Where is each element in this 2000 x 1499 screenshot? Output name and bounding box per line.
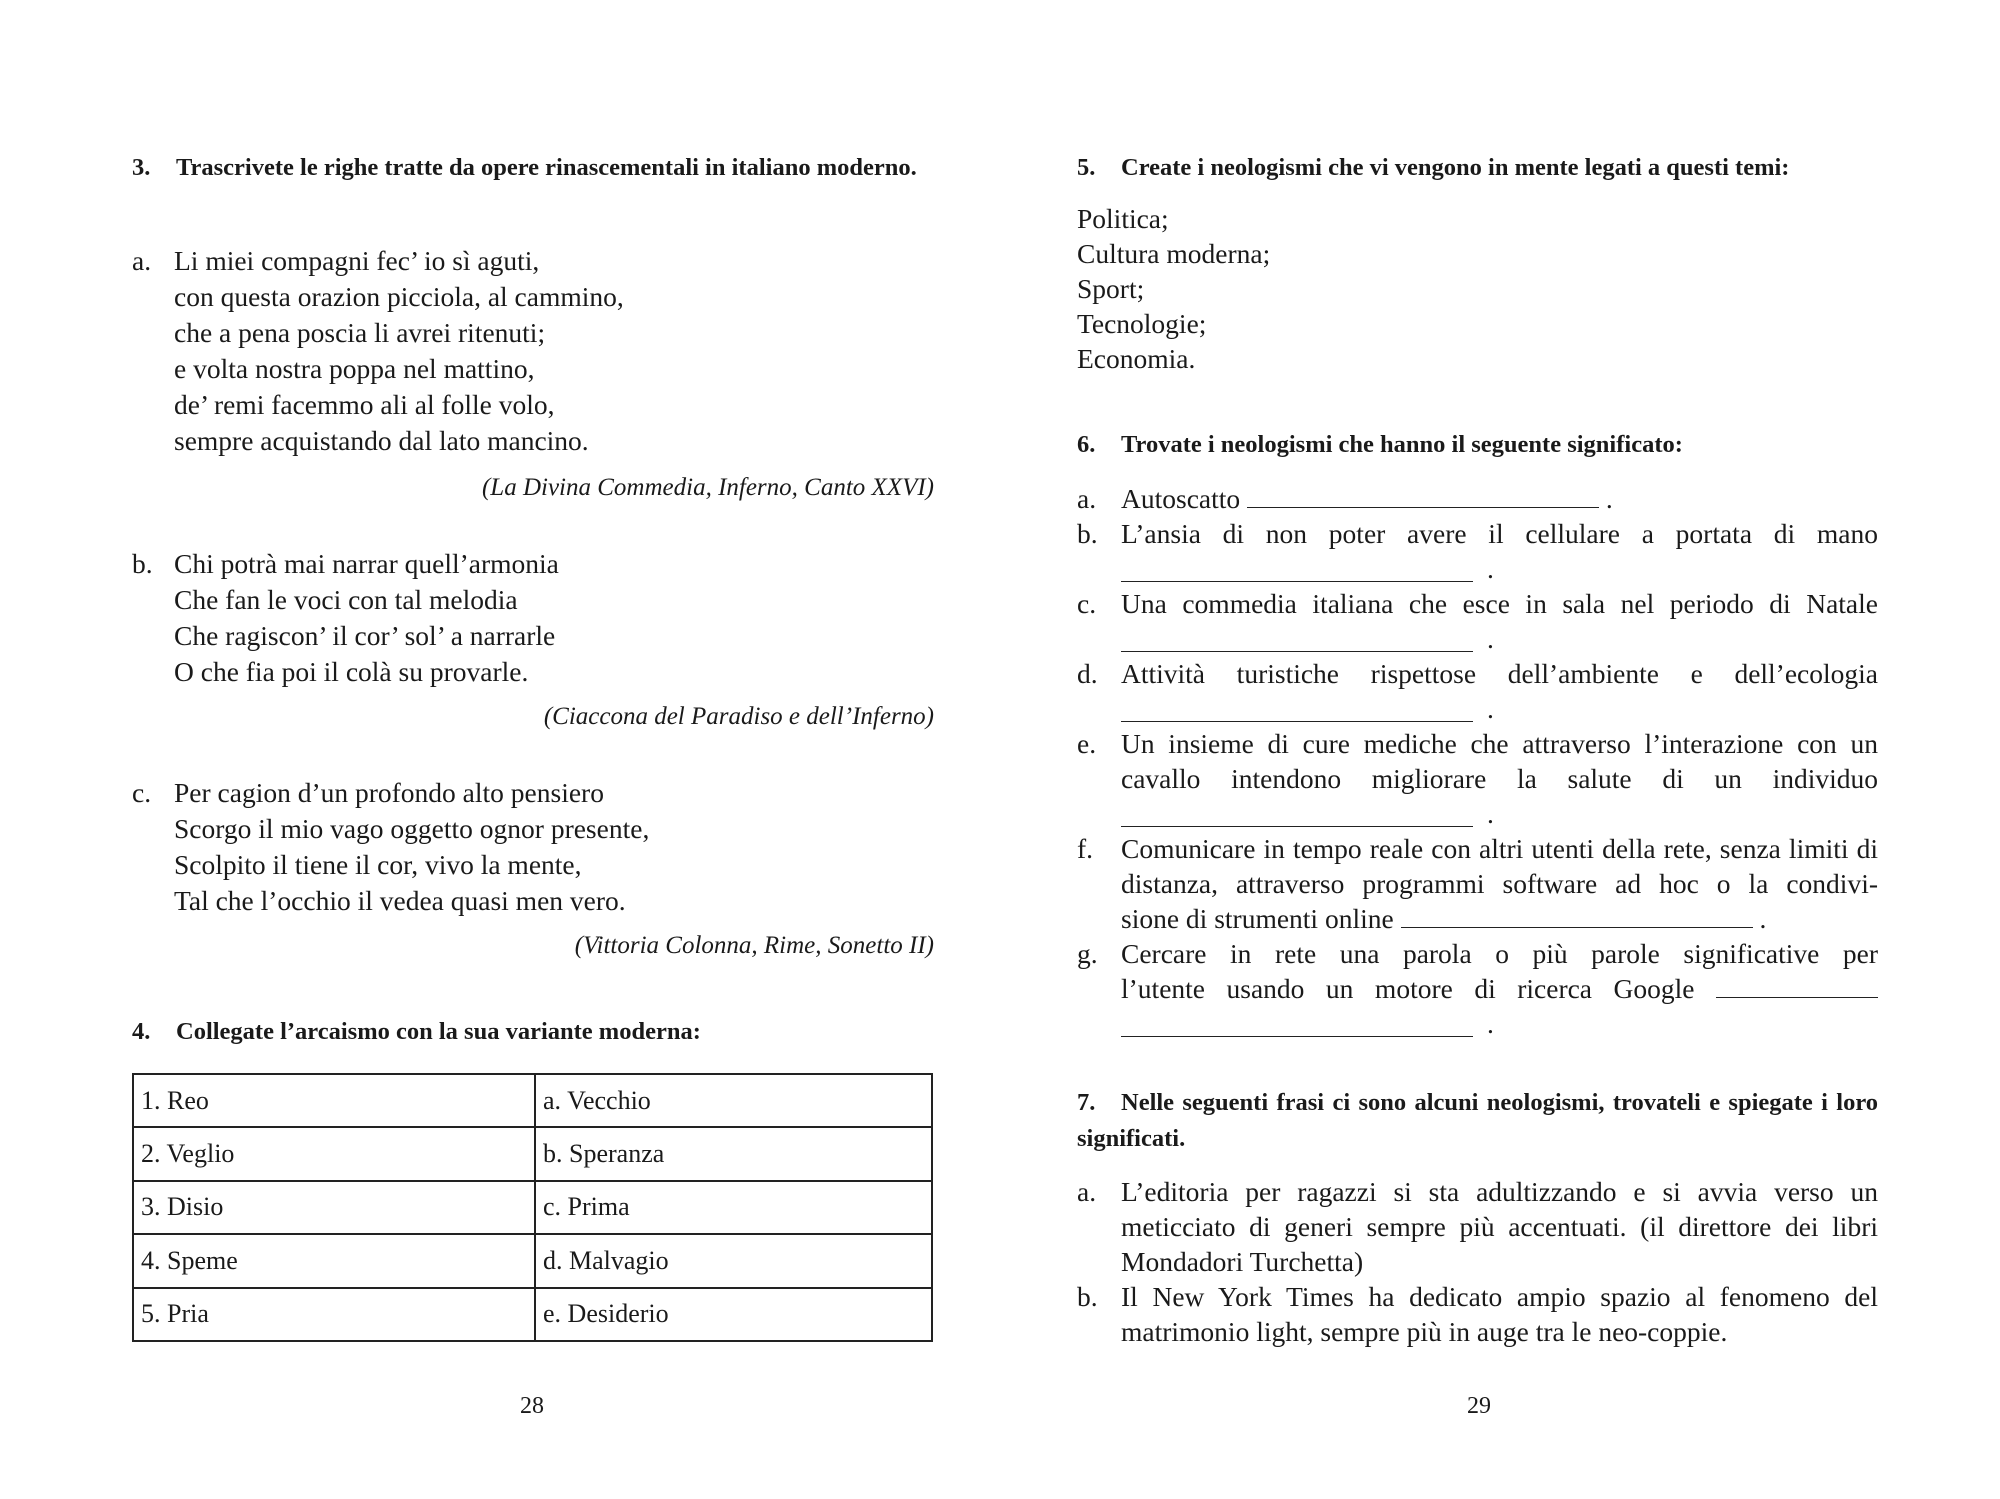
verse-line: Per cagion d’un profondo alto pensiero [174, 777, 604, 808]
table-row [133, 1181, 932, 1234]
verse-line: O che fia poi il colà su provarle. [174, 656, 529, 687]
question-3-title: Trascrivete le righe tratte da opere rinascementali in italiano moderno. [176, 154, 917, 181]
item-text: L’ansia di non poter avere il cellulare a portata di mano [1121, 518, 1878, 549]
answer-blank[interactable] [1247, 485, 1599, 508]
verse-line: Tal che l’occhio il vedea quasi men vero. [174, 885, 626, 916]
item-letter: c. [1077, 588, 1097, 619]
verse-line: sempre acquistando dal lato mancino. [174, 425, 589, 456]
q6-item-a: a. Autoscatto . [1077, 483, 1613, 514]
verse-line: Scorgo il mio vago oggetto ognor presente, [174, 813, 650, 844]
item-text-continued: sione di strumenti online [1121, 903, 1394, 934]
passage-c-source: (Vittoria Colonna, Rime, Sonetto II) [574, 932, 934, 959]
item-letter: a. [1077, 483, 1097, 514]
item-text: Attività turistiche rispettose dell’ambiente e dell’ecologia [1121, 658, 1878, 689]
item-text: Il New York Times ha dedicato ampio spazio al fenomeno del matrimonio light, sempre più in auge tra le neo-coppie. [1121, 1281, 1878, 1347]
table-row [133, 1234, 932, 1287]
item-letter: d. [1077, 658, 1098, 689]
item-text-continued: l’utente usando un motore di ricerca Google [1121, 973, 1695, 1004]
answer-blank[interactable] [1121, 1014, 1473, 1037]
right-page [1000, 0, 2000, 1499]
matching-table [132, 1073, 933, 1342]
item-letter: g. [1077, 938, 1098, 969]
question-6-heading: 6. Trovate i neologismi che hanno il seguente significato: [1077, 431, 1683, 458]
item-letter: f. [1077, 833, 1094, 864]
item-letter: a. [1077, 1176, 1097, 1207]
item-letter: b. [1077, 518, 1098, 549]
question-7-title: Nelle seguenti frasi ci sono alcuni neologismi, trovateli e spiegate i loro significati. [1077, 1089, 1878, 1152]
passage-b-source: (Ciaccona del Paradiso e dell’Inferno) [543, 703, 934, 730]
passage-a-source: (La Divina Commedia, Inferno, Canto XXVI) [481, 474, 934, 501]
passage-letter: c. [132, 777, 152, 808]
question-7-heading: 7. Nelle seguenti frasi ci sono alcuni neologismi, trovateli e spiegate i loro significati. [1077, 1089, 1878, 1152]
verse-line: e volta nostra poppa nel mattino, [174, 353, 535, 384]
archaism-cell: 4. Speme [133, 1234, 535, 1287]
archaism-cell: 3. Disio [133, 1181, 535, 1234]
q6-item-e: e. Un insieme di cure mediche che attraverso l’interazione con un cavallo intendono migliorare la salute di un individuo . [1077, 728, 1878, 829]
q6-item-f: f. Comunicare in tempo reale con altri utenti della rete, senza limiti di distanza, attraverso programmi software ad hoc o la condivi- sione di strumenti online . [1077, 833, 1878, 934]
table-row [133, 1127, 932, 1180]
list-item: Tecnologie; [1077, 308, 1207, 339]
archaism-cell: 1. Reo [133, 1074, 535, 1127]
item-letter: e. [1077, 728, 1097, 759]
question-5-heading: 5. Create i neologismi che vi vengono in mente legati a questi temi: [1077, 154, 1790, 181]
modern-cell: c. Prima [535, 1181, 932, 1234]
question-3-heading: 3. Trascrivete le righe tratte da opere rinascementali in italiano moderno. [132, 154, 917, 181]
table-row [133, 1288, 932, 1341]
verse-line: Chi potrà mai narrar quell’armonia [174, 548, 559, 579]
modern-cell: b. Speranza [535, 1127, 932, 1180]
answer-blank[interactable] [1121, 804, 1473, 827]
q6-item-c: c. Una commedia italiana che esce in sala nel periodo di Natale . [1077, 588, 1878, 654]
question-6-title: Trovate i neologismi che hanno il seguente significato: [1121, 431, 1683, 458]
q7-item-a [1077, 1174, 1878, 1279]
verse-line: Che fan le voci con tal melodia [174, 584, 518, 615]
verse-line: che a pena poscia li avrei ritenuti; [174, 317, 546, 348]
modern-cell: a. Vecchio [535, 1074, 932, 1127]
table-row [133, 1074, 932, 1127]
modern-cell: e. Desiderio [535, 1288, 932, 1341]
archaism-cell: 5. Pria [133, 1288, 535, 1341]
answer-blank[interactable] [1716, 975, 1878, 998]
verse-line: Li miei compagni fec’ io sì aguti, [174, 245, 540, 276]
item-text: Comunicare in tempo reale con altri utenti della rete, senza limiti di distanza, attraverso programmi software ad hoc o la condivi- [1121, 833, 1878, 899]
item-text: Cercare in rete una parola o più parole significative per [1121, 938, 1878, 969]
page-number-left: 28 [520, 1393, 544, 1419]
question-4-title: Collegate l’arcaismo con la sua variante moderna: [176, 1018, 701, 1045]
item-text: Autoscatto [1121, 483, 1241, 514]
item-letter: b. [1077, 1281, 1098, 1312]
q6-item-d: d. Attività turistiche rispettose dell’ambiente e dell’ecologia . [1077, 658, 1878, 724]
answer-blank[interactable] [1121, 629, 1473, 652]
question-5-title: Create i neologismi che vi vengono in mente legati a questi temi: [1121, 154, 1790, 181]
list-item: Politica; [1077, 203, 1169, 234]
q6-item-b: b. L’ansia di non poter avere il cellulare a portata di mano . [1077, 518, 1878, 584]
item-text: L’editoria per ragazzi si sta adultizzando e si avvia verso un meticciato di generi sempre più accentuati. (il direttore dei libri Mondadori Turchetta) [1121, 1176, 1878, 1277]
page-number-right: 29 [1467, 1393, 1491, 1419]
list-item: Economia. [1077, 343, 1196, 374]
q6-item-g: g. Cercare in rete una parola o più parole significative per l’utente usando un motore di ricerca Google . [1077, 938, 1878, 1039]
list-item: Sport; [1077, 273, 1145, 304]
answer-blank[interactable] [1121, 699, 1473, 722]
verse-line: de’ remi facemmo ali al folle volo, [174, 389, 555, 420]
item-text: Un insieme di cure mediche che attraverso l’interazione con un cavallo intendono migliorare la salute di un individuo [1121, 728, 1878, 794]
theme-list [1077, 201, 1270, 376]
answer-blank[interactable] [1121, 559, 1473, 582]
question-4-heading: 4. Collegate l’arcaismo con la sua variante moderna: [132, 1018, 701, 1045]
list-item: Cultura moderna; [1077, 238, 1271, 269]
item-text: Una commedia italiana che esce in sala nel periodo di Natale [1121, 588, 1878, 619]
passage-letter: a. [132, 245, 152, 276]
archaism-cell: 2. Veglio [133, 1127, 535, 1180]
verse-line: con questa orazion picciola, al cammino, [174, 281, 624, 312]
passage-letter: b. [132, 548, 153, 579]
answer-blank[interactable] [1401, 905, 1753, 928]
verse-line: Scolpito il tiene il cor, vivo la mente, [174, 849, 582, 880]
q7-item-b [1077, 1279, 1878, 1349]
modern-cell: d. Malvagio [535, 1234, 932, 1287]
verse-line: Che ragiscon’ il cor’ sol’ a narrarle [174, 620, 556, 651]
